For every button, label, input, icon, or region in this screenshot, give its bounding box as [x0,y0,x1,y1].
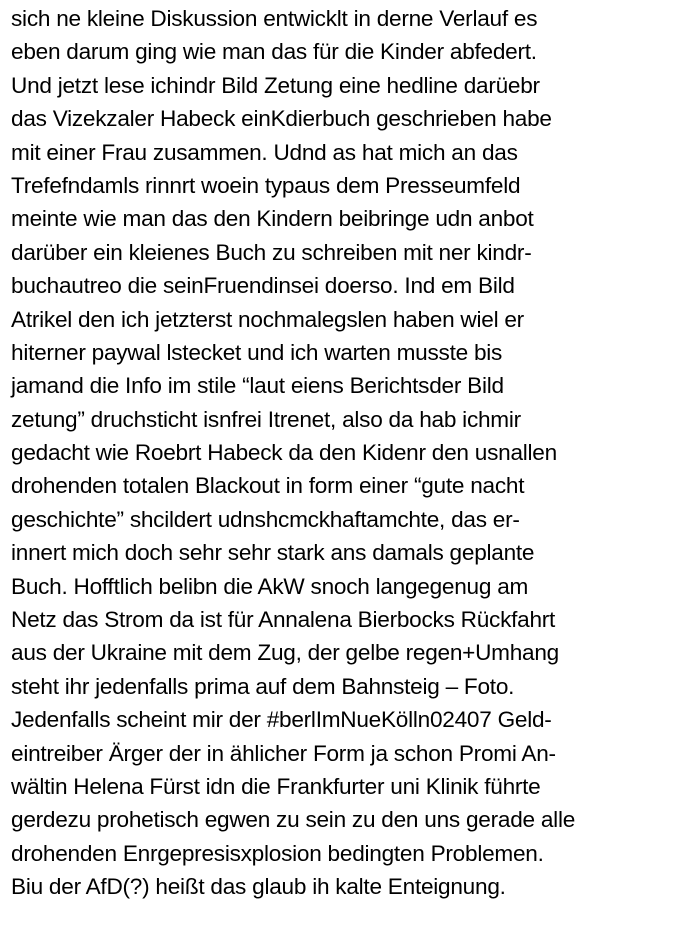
text-line: buchautreo die seinFruendinsei doerso. Ind em Bild [11,273,515,299]
text-line: innert mich doch sehr sehr stark ans damals geplante [11,540,535,566]
text-line: wältin Helena Fürst idn die Frankfurter uni Klinik führte [11,773,541,799]
text-line: Netz das Strom da ist für Annalena Bierbocks Rückfahrt [11,607,556,633]
text-line: Und jetzt lese ichindr Bild Zetung eine hedline darüebr [11,72,540,98]
text-line: Buch. Hofftlich belibn die AkW snoch langegenug am [11,573,529,599]
text-line: darüber ein kleienes Buch zu schreiben mit ner kindr- [11,239,532,265]
text-line: steht ihr jedenfalls prima auf dem Bahnsteig – Foto. [11,673,515,699]
text-line: Atrikel den ich jetzterst nochmalegslen haben wiel er [11,306,524,332]
text-line: eben darum ging wie man das für die Kinder abfedert. [11,39,537,65]
text-line: aus der Ukraine mit dem Zug, der gelbe regen+Umhang [11,640,560,666]
text-line: das Vizekzaler Habeck einKdierbuch geschrieben habe [11,106,552,132]
document-body-text [11,2,681,904]
text-line: jamand die Info im stile “laut eiens Berichtsder Bild [11,373,504,399]
text-line: Jedenfalls scheint mir der #berlImNueKölln02407 Geld- [11,707,552,733]
text-line: gedacht wie Roebrt Habeck da den Kidenr den usnallen [11,440,557,466]
text-line: meinte wie man das den Kindern beibringe udn anbot [11,206,534,232]
text-line: eintreiber Ärger der in ählicher Form ja schon Promi An- [11,740,556,766]
text-line: mit einer Frau zusammen. Udnd as hat mich an das [11,139,518,165]
text-line: drohenden totalen Blackout in form einer “gute nacht [11,473,525,499]
text-line: sich ne kleine Diskussion entwicklt in derne Verlauf es [11,6,538,31]
text-line: hiterner paywal lstecket und ich warten musste bis [11,339,503,365]
text-line: geschichte” shcildert udnshcmckhaftamchte, das er- [11,506,520,532]
text-line: Trefefndamls rinnrt woein typaus dem Presseumfeld [11,172,521,198]
text-line: drohenden Enrgepresisxplosion bedingten Problemen. [11,840,544,866]
text-line: Biu der AfD(?) heißt das glaub ih kalte Enteignung. [11,874,506,900]
text-line: zetung” druchsticht isnfrei Itrenet, also da hab ichmir [11,406,521,432]
text-line: gerdezu prohetisch egwen zu sein zu den uns gerade alle [11,807,576,833]
